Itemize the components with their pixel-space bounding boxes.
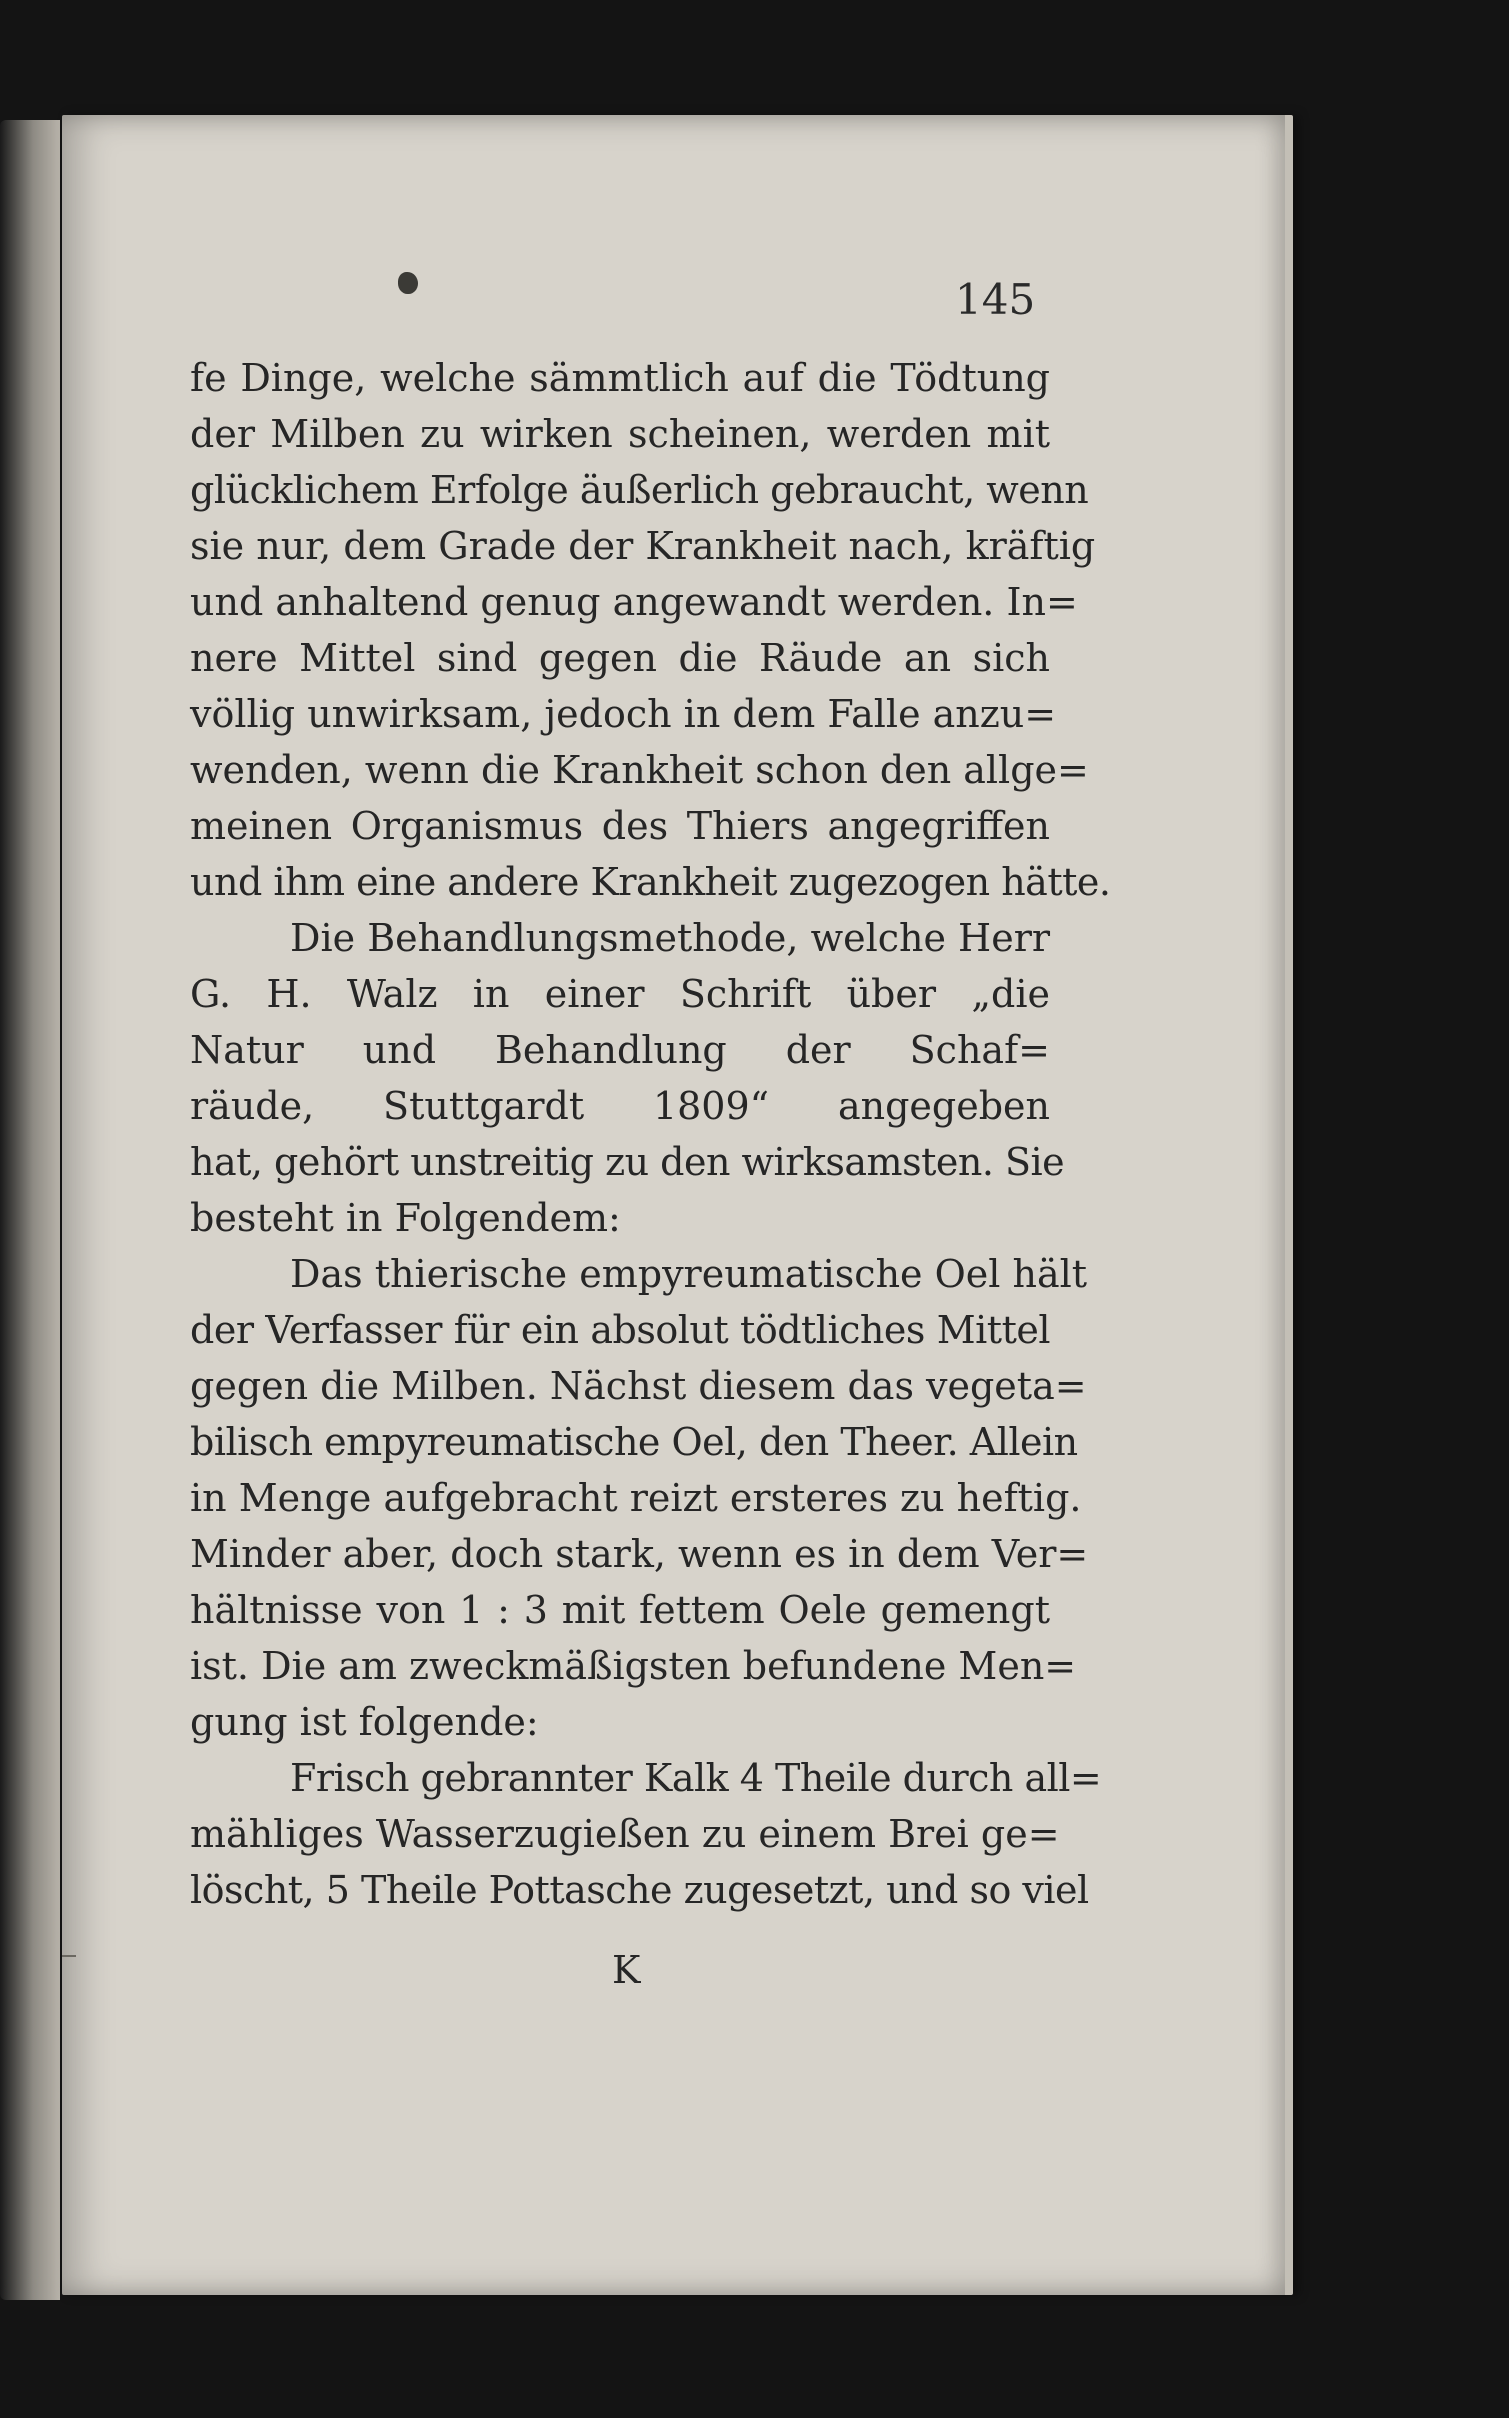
text-line: in Menge aufgebracht reizt ersteres zu heftig. (190, 1476, 1082, 1520)
page-number: 145 (955, 275, 1036, 324)
text-line: Frisch gebrannter Kalk 4 Theile durch all= (290, 1756, 1102, 1800)
text-line: hältnisse von 1 : 3 mit fettem Oele gemengt (190, 1588, 1050, 1632)
text-line: löscht, 5 Theile Pottasche zugesetzt, und so viel (190, 1868, 1089, 1912)
text-line: Minder aber, doch stark, wenn es in dem Ver= (190, 1532, 1089, 1576)
text-line: der Verfasser für ein absolut tödtliches Mittel (190, 1308, 1050, 1352)
previous-page-edge (0, 120, 60, 2300)
body-text (190, 350, 1111, 1918)
text-line: räude, Stuttgardt 1809“ angegeben (190, 1084, 1050, 1128)
text-line: und anhaltend genug angewandt werden. In= (190, 580, 1078, 624)
catchword: K (612, 1948, 641, 1992)
text-line: meinen Organismus des Thiers angegriffen (190, 804, 1050, 848)
text-line: sie nur, dem Grade der Krankheit nach, kräftig (190, 524, 1096, 568)
text-line: nere Mittel sind gegen die Räude an sich (190, 636, 1050, 680)
page-crease-mark (62, 1955, 76, 1957)
ink-blot (398, 272, 418, 294)
text-line: fe Dinge, welche sämmtlich auf die Tödtung (190, 356, 1050, 400)
text-line: völlig unwirksam, jedoch in dem Falle anzu= (190, 692, 1057, 736)
text-line: der Milben zu wirken scheinen, werden mit (190, 412, 1050, 456)
text-line: besteht in Folgendem: (190, 1196, 621, 1240)
text-line: Natur und Behandlung der Schaf= (190, 1028, 1050, 1072)
text-line: ist. Die am zweckmäßigsten befundene Men= (190, 1644, 1077, 1688)
text-line: glücklichem Erfolge äußerlich gebraucht, wenn (190, 468, 1089, 512)
text-line: gegen die Milben. Nächst diesem das vegeta= (190, 1364, 1087, 1408)
text-line: bilisch empyreumatische Oel, den Theer. Allein (190, 1420, 1078, 1464)
text-line: Die Behandlungsmethode, welche Herr (290, 916, 1051, 960)
text-line: und ihm eine andere Krankheit zugezogen hätte. (190, 860, 1111, 904)
text-line: hat, gehört unstreitig zu den wirksamsten. Sie (190, 1140, 1065, 1184)
text-line: G. H. Walz in einer Schrift über „die (190, 972, 1050, 1016)
text-line: gung ist folgende: (190, 1700, 539, 1744)
text-line: Das thierische empyreumatische Oel hält (290, 1252, 1088, 1296)
text-line: mähliges Wasserzugießen zu einem Brei ge= (190, 1812, 1060, 1856)
text-line: wenden, wenn die Krankheit schon den allge= (190, 748, 1089, 792)
